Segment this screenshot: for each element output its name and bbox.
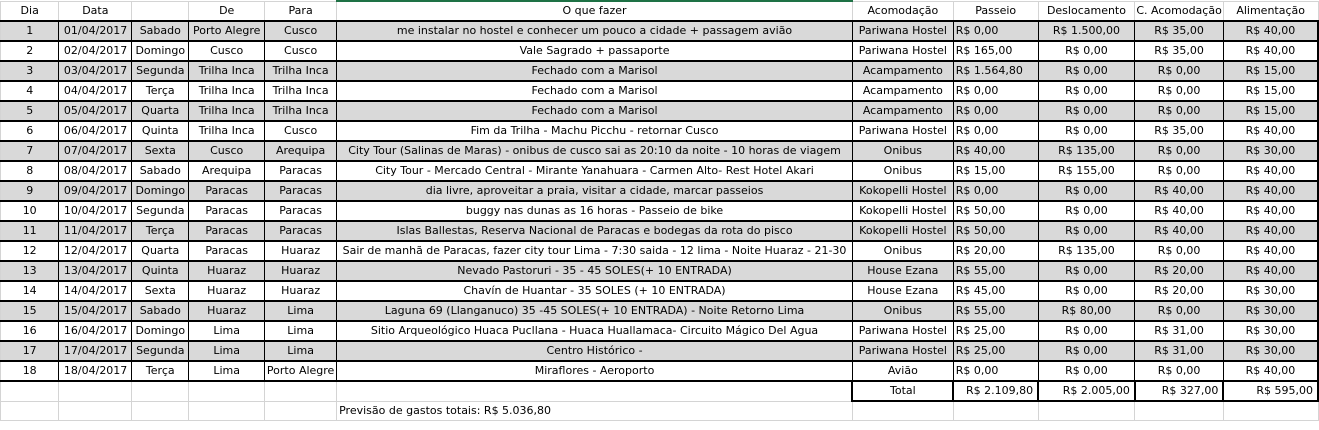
cell-passeio[interactable]: R$ 25,00 <box>953 341 1038 361</box>
cell-para[interactable]: Paracas <box>265 201 337 221</box>
table-row <box>1 61 1319 81</box>
table-row <box>1 361 1319 381</box>
cell-de[interactable]: Paracas <box>189 181 265 201</box>
cell-passeio[interactable]: R$ 50,00 <box>953 201 1038 221</box>
cell-passeio[interactable]: R$ 0,00 <box>953 361 1038 381</box>
header-passeio[interactable]: Passeio <box>953 1 1038 21</box>
cell-custo-acomodacao[interactable]: R$ 31,00 <box>1135 341 1223 361</box>
table-row <box>1 121 1319 141</box>
cell-custo-acomodacao[interactable]: R$ 0,00 <box>1135 141 1223 161</box>
total-passeio[interactable]: R$ 2.109,80 <box>953 381 1038 401</box>
cell-dia[interactable]: 5 <box>1 101 59 121</box>
cell-para[interactable]: Trilha Inca <box>265 81 337 101</box>
cell-deslocamento[interactable]: R$ 0,00 <box>1038 261 1135 281</box>
cell-passeio[interactable]: R$ 50,00 <box>953 221 1038 241</box>
cell-o-que-fazer[interactable]: Nevado Pastoruri - 35 - 45 SOLES(+ 10 ENTRADA) <box>337 261 853 281</box>
cell-deslocamento[interactable]: R$ 0,00 <box>1038 181 1135 201</box>
cell-de[interactable]: Trilha Inca <box>189 121 265 141</box>
cell-deslocamento[interactable]: R$ 0,00 <box>1038 281 1135 301</box>
blank-cell[interactable] <box>189 381 265 401</box>
cell-o-que-fazer[interactable]: City Tour (Salinas de Maras) - onibus de cusco sai as 20:10 da noite - 10 horas de viagem <box>337 141 853 161</box>
cell-acomodacao[interactable]: House Ezana <box>852 281 953 301</box>
blank-cell[interactable] <box>1223 401 1318 420</box>
cell-acomodacao[interactable]: Onibus <box>852 141 953 161</box>
forecast-row <box>1 401 1319 420</box>
cell-alimentacao[interactable]: R$ 40,00 <box>1223 201 1318 221</box>
cell-semana[interactable]: Quinta <box>132 261 189 281</box>
cell-semana[interactable]: Sabado <box>132 21 189 41</box>
cell-alimentacao[interactable]: R$ 40,00 <box>1223 21 1318 41</box>
cell-de[interactable]: Trilha Inca <box>189 81 265 101</box>
cell-dia[interactable]: 6 <box>1 121 59 141</box>
cell-para[interactable]: Paracas <box>265 181 337 201</box>
header-semana[interactable] <box>132 1 189 21</box>
cell-dia[interactable]: 16 <box>1 321 59 341</box>
cell-semana[interactable]: Segunda <box>132 341 189 361</box>
cell-de[interactable]: Trilha Inca <box>189 101 265 121</box>
header-custo-acomodacao[interactable]: C. Acomodação <box>1135 1 1223 21</box>
cell-acomodacao[interactable]: Acampamento <box>852 61 953 81</box>
cell-alimentacao[interactable]: R$ 40,00 <box>1223 41 1318 61</box>
cell-acomodacao[interactable]: Acampamento <box>852 81 953 101</box>
header-row <box>1 1 1319 21</box>
cell-passeio[interactable]: R$ 0,00 <box>953 81 1038 101</box>
cell-passeio[interactable]: R$ 40,00 <box>953 141 1038 161</box>
cell-o-que-fazer[interactable]: Fechado com a Marisol <box>337 101 853 121</box>
cell-o-que-fazer[interactable]: Laguna 69 (Llanganuco) 35 -45 SOLES(+ 10 ENTRADA) - Noite Retorno Lima <box>337 301 853 321</box>
cell-data[interactable]: 12/04/2017 <box>59 241 132 261</box>
table-row <box>1 41 1319 61</box>
cell-alimentacao[interactable]: R$ 15,00 <box>1223 101 1318 121</box>
cell-data[interactable]: 08/04/2017 <box>59 161 132 181</box>
cell-passeio[interactable]: R$ 45,00 <box>953 281 1038 301</box>
header-para[interactable]: Para <box>265 1 337 21</box>
cell-passeio[interactable]: R$ 0,00 <box>953 181 1038 201</box>
cell-para[interactable]: Arequipa <box>265 141 337 161</box>
cell-semana[interactable]: Domingo <box>132 321 189 341</box>
cell-custo-acomodacao[interactable]: R$ 0,00 <box>1135 161 1223 181</box>
blank-cell[interactable] <box>852 401 953 420</box>
cell-passeio[interactable]: R$ 15,00 <box>953 161 1038 181</box>
header-acomodacao[interactable]: Acomodação <box>852 1 953 21</box>
cell-o-que-fazer[interactable]: Sair de manhã de Paracas, fazer city tour Lima - 7:30 saida - 12 lima - Noite Huaraz - 21-30 <box>337 241 853 261</box>
cell-alimentacao[interactable]: R$ 40,00 <box>1223 221 1318 241</box>
cell-data[interactable]: 04/04/2017 <box>59 81 132 101</box>
table-row <box>1 141 1319 161</box>
cell-alimentacao[interactable]: R$ 40,00 <box>1223 181 1318 201</box>
cell-para[interactable]: Trilha Inca <box>265 61 337 81</box>
table-row <box>1 101 1319 121</box>
cell-dia[interactable]: 12 <box>1 241 59 261</box>
cell-o-que-fazer[interactable]: Chavín de Huantar - 35 SOLES (+ 10 ENTRADA) <box>337 281 853 301</box>
cell-dia[interactable]: 7 <box>1 141 59 161</box>
cell-data[interactable]: 17/04/2017 <box>59 341 132 361</box>
cell-semana[interactable]: Quarta <box>132 101 189 121</box>
cell-o-que-fazer[interactable]: me instalar no hostel e conhecer um pouco a cidade + passagem avião <box>337 21 853 41</box>
header-deslocamento[interactable]: Deslocamento <box>1038 1 1135 21</box>
total-alimentacao[interactable]: R$ 595,00 <box>1223 381 1318 401</box>
cell-para[interactable]: Lima <box>265 301 337 321</box>
cell-alimentacao[interactable]: R$ 40,00 <box>1223 241 1318 261</box>
cell-passeio[interactable]: R$ 0,00 <box>953 121 1038 141</box>
cell-passeio[interactable]: R$ 25,00 <box>953 321 1038 341</box>
cell-custo-acomodacao[interactable]: R$ 40,00 <box>1135 201 1223 221</box>
cell-acomodacao[interactable]: Acampamento <box>852 101 953 121</box>
cell-dia[interactable]: 9 <box>1 181 59 201</box>
cell-deslocamento[interactable]: R$ 80,00 <box>1038 301 1135 321</box>
table-row <box>1 301 1319 321</box>
cell-deslocamento[interactable]: R$ 135,00 <box>1038 141 1135 161</box>
cell-o-que-fazer[interactable]: Centro Histórico - <box>337 341 853 361</box>
cell-de[interactable]: Arequipa <box>189 161 265 181</box>
cell-dia[interactable]: 13 <box>1 261 59 281</box>
blank-cell[interactable] <box>59 401 132 420</box>
cell-de[interactable]: Lima <box>189 321 265 341</box>
table-row <box>1 281 1319 301</box>
cell-acomodacao[interactable]: Avião <box>852 361 953 381</box>
cell-custo-acomodacao[interactable]: R$ 40,00 <box>1135 181 1223 201</box>
cell-custo-acomodacao[interactable]: R$ 35,00 <box>1135 21 1223 41</box>
blank-cell[interactable] <box>265 401 337 420</box>
cell-custo-acomodacao[interactable]: R$ 0,00 <box>1135 301 1223 321</box>
cell-acomodacao[interactable]: Onibus <box>852 161 953 181</box>
cell-deslocamento[interactable]: R$ 1.500,00 <box>1038 21 1135 41</box>
cell-alimentacao[interactable]: R$ 30,00 <box>1223 141 1318 161</box>
cell-dia[interactable]: 4 <box>1 81 59 101</box>
cell-acomodacao[interactable]: Kokopelli Hostel <box>852 221 953 241</box>
cell-para[interactable]: Cusco <box>265 21 337 41</box>
table-row <box>1 21 1319 41</box>
cell-o-que-fazer[interactable]: Fechado com a Marisol <box>337 81 853 101</box>
cell-o-que-fazer[interactable]: Fechado com a Marisol <box>337 61 853 81</box>
cell-deslocamento[interactable]: R$ 0,00 <box>1038 221 1135 241</box>
cell-data[interactable]: 03/04/2017 <box>59 61 132 81</box>
cell-de[interactable]: Lima <box>189 341 265 361</box>
cell-dia[interactable]: 10 <box>1 201 59 221</box>
cell-o-que-fazer[interactable]: Sitio Arqueológico Huaca Pucllana - Huaca Huallamaca- Circuito Mágico Del Agua <box>337 321 853 341</box>
table-row <box>1 161 1319 181</box>
header-alimentacao[interactable]: Alimentação <box>1223 1 1318 21</box>
cell-alimentacao[interactable]: R$ 40,00 <box>1223 161 1318 181</box>
cell-o-que-fazer[interactable]: Islas Ballestas, Reserva Nacional de Paracas e bodegas da rota do pisco <box>337 221 853 241</box>
cell-acomodacao[interactable]: House Ezana <box>852 261 953 281</box>
cell-de[interactable]: Paracas <box>189 241 265 261</box>
cell-acomodacao[interactable]: Pariwana Hostel <box>852 21 953 41</box>
cell-alimentacao[interactable]: R$ 30,00 <box>1223 281 1318 301</box>
blank-cell[interactable] <box>59 381 132 401</box>
cell-custo-acomodacao[interactable]: R$ 0,00 <box>1135 101 1223 121</box>
cell-data[interactable]: 06/04/2017 <box>59 121 132 141</box>
cell-data[interactable]: 14/04/2017 <box>59 281 132 301</box>
cell-passeio[interactable]: R$ 55,00 <box>953 301 1038 321</box>
cell-de[interactable]: Trilha Inca <box>189 61 265 81</box>
cell-o-que-fazer[interactable]: Fim da Trilha - Machu Picchu - retornar Cusco <box>337 121 853 141</box>
cell-deslocamento[interactable]: R$ 0,00 <box>1038 201 1135 221</box>
cell-semana[interactable]: Domingo <box>132 181 189 201</box>
blank-cell[interactable] <box>132 381 189 401</box>
cell-acomodacao[interactable]: Pariwana Hostel <box>852 341 953 361</box>
cell-para[interactable]: Paracas <box>265 161 337 181</box>
cell-para[interactable]: Huaraz <box>265 261 337 281</box>
cell-semana[interactable]: Sabado <box>132 161 189 181</box>
table-row <box>1 181 1319 201</box>
cell-custo-acomodacao[interactable]: R$ 40,00 <box>1135 221 1223 241</box>
cell-semana[interactable]: Quarta <box>132 241 189 261</box>
cell-de[interactable]: Porto Alegre <box>189 21 265 41</box>
cell-alimentacao[interactable]: R$ 30,00 <box>1223 321 1318 341</box>
blank-cell[interactable] <box>337 381 853 401</box>
cell-data[interactable]: 05/04/2017 <box>59 101 132 121</box>
forecast-total-text[interactable]: Previsão de gastos totais: R$ 5.036,80 <box>337 401 853 420</box>
cell-dia[interactable]: 3 <box>1 61 59 81</box>
cell-acomodacao[interactable]: Pariwana Hostel <box>852 41 953 61</box>
cell-o-que-fazer[interactable]: dia livre, aproveitar a praia, visitar a cidade, marcar passeios <box>337 181 853 201</box>
cell-alimentacao[interactable]: R$ 30,00 <box>1223 341 1318 361</box>
cell-para[interactable]: Cusco <box>265 41 337 61</box>
cell-deslocamento[interactable]: R$ 0,00 <box>1038 101 1135 121</box>
header-de[interactable]: De <box>189 1 265 21</box>
cell-semana[interactable]: Sexta <box>132 281 189 301</box>
cell-de[interactable]: Huaraz <box>189 281 265 301</box>
cell-semana[interactable]: Sabado <box>132 301 189 321</box>
blank-cell[interactable] <box>1038 401 1135 420</box>
cell-custo-acomodacao[interactable]: R$ 35,00 <box>1135 41 1223 61</box>
cell-data[interactable]: 01/04/2017 <box>59 21 132 41</box>
cell-data[interactable]: 18/04/2017 <box>59 361 132 381</box>
blank-cell[interactable] <box>189 401 265 420</box>
cell-de[interactable]: Huaraz <box>189 301 265 321</box>
cell-acomodacao[interactable]: Pariwana Hostel <box>852 121 953 141</box>
cell-alimentacao[interactable]: R$ 40,00 <box>1223 261 1318 281</box>
cell-de[interactable]: Paracas <box>189 221 265 241</box>
blank-cell[interactable] <box>953 401 1038 420</box>
cell-de[interactable]: Cusco <box>189 41 265 61</box>
total-deslocamento[interactable]: R$ 2.005,00 <box>1038 381 1135 401</box>
cell-deslocamento[interactable]: R$ 0,00 <box>1038 81 1135 101</box>
cell-de[interactable]: Lima <box>189 361 265 381</box>
cell-deslocamento[interactable]: R$ 155,00 <box>1038 161 1135 181</box>
total-custo-acomodacao[interactable]: R$ 327,00 <box>1135 381 1223 401</box>
cell-semana[interactable]: Terça <box>132 221 189 241</box>
cell-custo-acomodacao[interactable]: R$ 0,00 <box>1135 361 1223 381</box>
cell-para[interactable]: Lima <box>265 341 337 361</box>
cell-data[interactable]: 10/04/2017 <box>59 201 132 221</box>
header-o-que-fazer[interactable]: O que fazer <box>337 1 853 21</box>
cell-data[interactable]: 02/04/2017 <box>59 41 132 61</box>
cell-dia[interactable]: 15 <box>1 301 59 321</box>
cell-para[interactable]: Huaraz <box>265 281 337 301</box>
cell-acomodacao[interactable]: Kokopelli Hostel <box>852 181 953 201</box>
cell-o-que-fazer[interactable]: Miraflores - Aeroporto <box>337 361 853 381</box>
cell-dia[interactable]: 18 <box>1 361 59 381</box>
cell-passeio[interactable]: R$ 1.564,80 <box>953 61 1038 81</box>
cell-deslocamento[interactable]: R$ 0,00 <box>1038 121 1135 141</box>
cell-data[interactable]: 16/04/2017 <box>59 321 132 341</box>
cell-custo-acomodacao[interactable]: R$ 0,00 <box>1135 61 1223 81</box>
blank-cell[interactable] <box>1 381 59 401</box>
cell-de[interactable]: Paracas <box>189 201 265 221</box>
cell-para[interactable]: Huaraz <box>265 241 337 261</box>
totals-label[interactable]: Total <box>852 381 953 401</box>
cell-acomodacao[interactable]: Onibus <box>852 241 953 261</box>
table-row <box>1 321 1319 341</box>
cell-data[interactable]: 11/04/2017 <box>59 221 132 241</box>
cell-acomodacao[interactable]: Onibus <box>852 301 953 321</box>
cell-deslocamento[interactable]: R$ 0,00 <box>1038 321 1135 341</box>
cell-custo-acomodacao[interactable]: R$ 31,00 <box>1135 321 1223 341</box>
cell-alimentacao[interactable]: R$ 15,00 <box>1223 61 1318 81</box>
cell-de[interactable]: Cusco <box>189 141 265 161</box>
table-row <box>1 241 1319 261</box>
blank-cell[interactable] <box>1 401 59 420</box>
cell-dia[interactable]: 8 <box>1 161 59 181</box>
blank-cell[interactable] <box>132 401 189 420</box>
cell-para[interactable]: Lima <box>265 321 337 341</box>
cell-dia[interactable]: 2 <box>1 41 59 61</box>
cell-custo-acomodacao[interactable]: R$ 35,00 <box>1135 121 1223 141</box>
cell-semana[interactable]: Terça <box>132 361 189 381</box>
table-row <box>1 261 1319 281</box>
cell-semana[interactable]: Domingo <box>132 41 189 61</box>
cell-para[interactable]: Porto Alegre <box>265 361 337 381</box>
cell-semana[interactable]: Segunda <box>132 61 189 81</box>
table-row <box>1 341 1319 361</box>
blank-cell[interactable] <box>1135 401 1223 420</box>
cell-alimentacao[interactable]: R$ 40,00 <box>1223 121 1318 141</box>
header-data[interactable]: Data <box>59 1 132 21</box>
cell-alimentacao[interactable]: R$ 15,00 <box>1223 81 1318 101</box>
cell-o-que-fazer[interactable]: Vale Sagrado + passaporte <box>337 41 853 61</box>
cell-data[interactable]: 09/04/2017 <box>59 181 132 201</box>
cell-alimentacao[interactable]: R$ 30,00 <box>1223 301 1318 321</box>
blank-cell[interactable] <box>265 381 337 401</box>
cell-o-que-fazer[interactable]: buggy nas dunas as 16 horas - Passeio de bike <box>337 201 853 221</box>
cell-deslocamento[interactable]: R$ 135,00 <box>1038 241 1135 261</box>
totals-row <box>1 381 1319 401</box>
cell-dia[interactable]: 1 <box>1 21 59 41</box>
table-row <box>1 201 1319 221</box>
cell-dia[interactable]: 14 <box>1 281 59 301</box>
cell-acomodacao[interactable]: Kokopelli Hostel <box>852 201 953 221</box>
cell-passeio[interactable]: R$ 0,00 <box>953 101 1038 121</box>
cell-dia[interactable]: 17 <box>1 341 59 361</box>
cell-custo-acomodacao[interactable]: R$ 0,00 <box>1135 241 1223 261</box>
cell-passeio[interactable]: R$ 165,00 <box>953 41 1038 61</box>
cell-data[interactable]: 15/04/2017 <box>59 301 132 321</box>
cell-deslocamento[interactable]: R$ 0,00 <box>1038 341 1135 361</box>
cell-semana[interactable]: Sexta <box>132 141 189 161</box>
cell-deslocamento[interactable]: R$ 0,00 <box>1038 361 1135 381</box>
cell-data[interactable]: 07/04/2017 <box>59 141 132 161</box>
cell-semana[interactable]: Segunda <box>132 201 189 221</box>
cell-passeio[interactable]: R$ 55,00 <box>953 261 1038 281</box>
cell-passeio[interactable]: R$ 0,00 <box>953 21 1038 41</box>
header-dia[interactable]: Dia <box>1 1 59 21</box>
table-row <box>1 221 1319 241</box>
cell-de[interactable]: Huaraz <box>189 261 265 281</box>
cell-semana[interactable]: Quinta <box>132 121 189 141</box>
cell-acomodacao[interactable]: Pariwana Hostel <box>852 321 953 341</box>
cell-deslocamento[interactable]: R$ 0,00 <box>1038 41 1135 61</box>
cell-custo-acomodacao[interactable]: R$ 20,00 <box>1135 281 1223 301</box>
itinerary-rows <box>1 21 1319 381</box>
cell-deslocamento[interactable]: R$ 0,00 <box>1038 61 1135 81</box>
cell-dia[interactable]: 11 <box>1 221 59 241</box>
cell-para[interactable]: Cusco <box>265 121 337 141</box>
cell-o-que-fazer[interactable]: City Tour - Mercado Central - Mirante Yanahuara - Carmen Alto- Rest Hotel Akari <box>337 161 853 181</box>
cell-semana[interactable]: Terça <box>132 81 189 101</box>
cell-para[interactable]: Trilha Inca <box>265 101 337 121</box>
cell-custo-acomodacao[interactable]: R$ 20,00 <box>1135 261 1223 281</box>
table-row <box>1 81 1319 101</box>
cell-passeio[interactable]: R$ 20,00 <box>953 241 1038 261</box>
cell-custo-acomodacao[interactable]: R$ 0,00 <box>1135 81 1223 101</box>
cell-para[interactable]: Paracas <box>265 221 337 241</box>
cell-data[interactable]: 13/04/2017 <box>59 261 132 281</box>
cell-alimentacao[interactable]: R$ 40,00 <box>1223 361 1318 381</box>
